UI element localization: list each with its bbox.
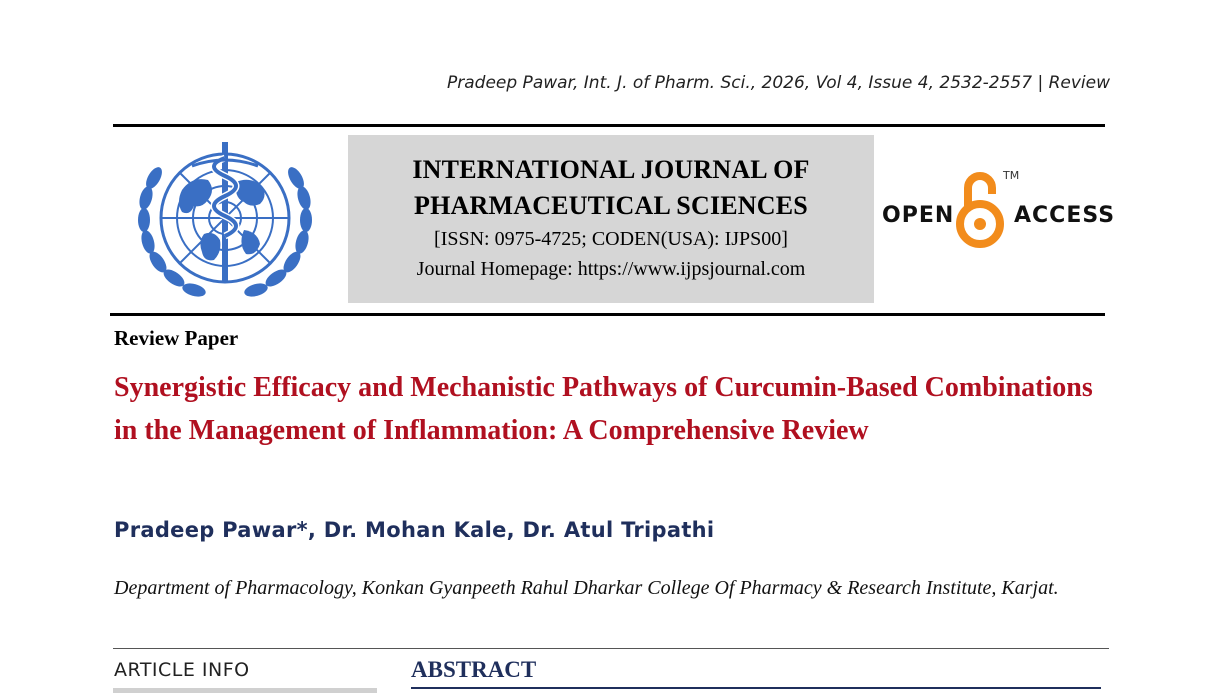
open-access-word-open: OPEN	[882, 203, 955, 228]
open-access-word-access: ACCESS	[1014, 203, 1116, 228]
journal-title-line-2: PHARMACEUTICAL SCIENCES	[414, 191, 808, 220]
author-affiliation: Department of Pharmacology, Konkan Gyanpeeth Rahul Dharkar College Of Pharmacy & Research Institute, Karjat.	[114, 577, 1059, 599]
paper-type-label: Review Paper	[114, 326, 239, 350]
issn-line: [ISSN: 0975-4725; CODEN(USA): IJPS00]	[434, 228, 788, 250]
paper-title: Synergistic Efficacy and Mechanistic Pathways of Curcumin-Based Combinations in the Management of Inflammation: A Comprehensive Review	[114, 372, 1093, 446]
header-bottom-rule	[110, 313, 1105, 316]
journal-title-line-1: INTERNATIONAL JOURNAL OF	[412, 155, 810, 184]
abstract-underline	[411, 687, 1101, 689]
article-info-heading: ARTICLE INFO	[114, 659, 250, 681]
journal-masthead	[348, 135, 874, 303]
journal-homepage-link[interactable]: Journal Homepage: https://www.ijpsjournal.com	[416, 258, 806, 280]
trademark-symbol: TM	[1003, 169, 1020, 182]
section-divider	[113, 648, 1109, 649]
abstract-heading: ABSTRACT	[411, 657, 537, 682]
header-top-rule	[113, 124, 1105, 127]
article-info-underline	[113, 688, 377, 693]
open-access-lock-icon	[954, 166, 1006, 252]
author-list: Pradeep Pawar*, Dr. Mohan Kale, Dr. Atul Tripathi	[114, 518, 715, 542]
open-access-logo	[878, 166, 1116, 252]
un-emblem-caduceus-icon	[124, 138, 326, 306]
running-head: Pradeep Pawar, Int. J. of Pharm. Sci., 2026, Vol 4, Issue 4, 2532-2557 | Review	[447, 73, 1110, 93]
